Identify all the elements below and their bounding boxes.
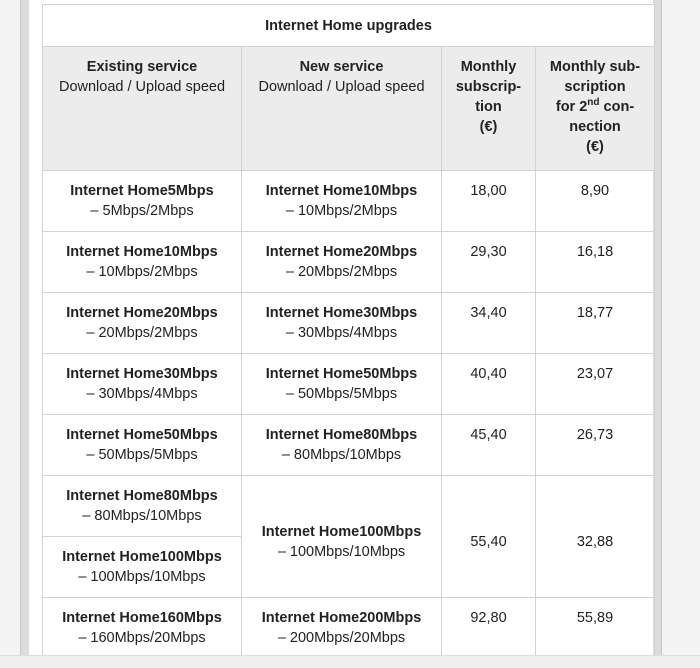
existing-service-cell: Internet Home80Mbps – 80Mbps/10Mbps [43,476,242,537]
monthly-price-cell: 40,40 [442,354,536,415]
price-table [42,4,655,659]
existing-service-cell: Internet Home5Mbps – 5Mbps/2Mbps [43,171,242,232]
header-monthly-line: (€) [479,119,498,135]
monthly-price-cell-merged: 55,40 [442,476,536,598]
monthly-price-cell: 92,80 [442,598,536,659]
monthly-price-cell: 18,00 [442,171,536,232]
monthly-price-cell: 29,30 [442,232,536,293]
table-row [43,232,655,293]
monthly-price-cell: 34,40 [442,293,536,354]
header-new [242,47,442,171]
table-header-row [43,47,655,171]
second-connection-price-cell: 23,07 [536,354,655,415]
second-connection-price-cell: 55,89 [536,598,655,659]
table-row [43,171,655,232]
table-row [43,598,655,659]
table-row-merged-a [43,476,655,537]
second-connection-price-cell: 26,73 [536,415,655,476]
superscript-nd: nd [587,97,600,109]
existing-service-cell: Internet Home50Mbps – 50Mbps/5Mbps [43,415,242,476]
header-monthly-line: subscrip- [455,79,522,95]
header-new-sub: Download / Upload speed [258,79,425,95]
header-second-line: for 2nd con- [555,97,635,115]
new-service-cell: Internet Home30Mbps – 30Mbps/4Mbps [242,293,442,354]
table-row [43,415,655,476]
table-caption-row [43,5,655,47]
second-connection-price-cell: 16,18 [536,232,655,293]
new-service-cell-merged: Internet Home100Mbps – 100Mbps/10Mbps [242,476,442,598]
new-service-cell: Internet Home200Mbps – 200Mbps/20Mbps [242,598,442,659]
new-service-cell: Internet Home80Mbps – 80Mbps/10Mbps [242,415,442,476]
header-existing [43,47,242,171]
header-monthly [442,47,536,171]
document-frame [21,0,661,655]
header-monthly-line: tion [475,99,502,115]
header-second-line: scription [564,79,626,95]
second-connection-price-cell-merged: 32,88 [536,476,655,598]
second-connection-price-cell: 8,90 [536,171,655,232]
existing-service-cell: Internet Home20Mbps – 20Mbps/2Mbps [43,293,242,354]
new-service-cell: Internet Home10Mbps – 10Mbps/2Mbps [242,171,442,232]
new-service-cell: Internet Home50Mbps – 50Mbps/5Mbps [242,354,442,415]
existing-service-cell: Internet Home30Mbps – 30Mbps/4Mbps [43,354,242,415]
header-existing-title: Existing service [86,59,198,75]
header-second-line: nection [569,119,621,135]
table-row [43,293,655,354]
new-service-cell: Internet Home20Mbps – 20Mbps/2Mbps [242,232,442,293]
header-second-connection [536,47,655,171]
header-existing-sub: Download / Upload speed [58,79,226,95]
bottom-toolbar-strip [0,655,700,668]
table-title: Internet Home upgrades [43,5,655,47]
monthly-price-cell: 45,40 [442,415,536,476]
header-monthly-line: Monthly [460,59,517,75]
header-second-line: Monthly sub- [549,59,641,75]
existing-service-cell: Internet Home10Mbps – 10Mbps/2Mbps [43,232,242,293]
existing-service-cell: Internet Home160Mbps – 160Mbps/20Mbps [43,598,242,659]
table-row [43,354,655,415]
header-second-line: (€) [586,139,604,155]
page-panel [20,0,662,655]
header-new-title: New service [299,59,384,75]
second-connection-price-cell: 18,77 [536,293,655,354]
existing-service-cell: Internet Home100Mbps – 100Mbps/10Mbps [43,537,242,598]
